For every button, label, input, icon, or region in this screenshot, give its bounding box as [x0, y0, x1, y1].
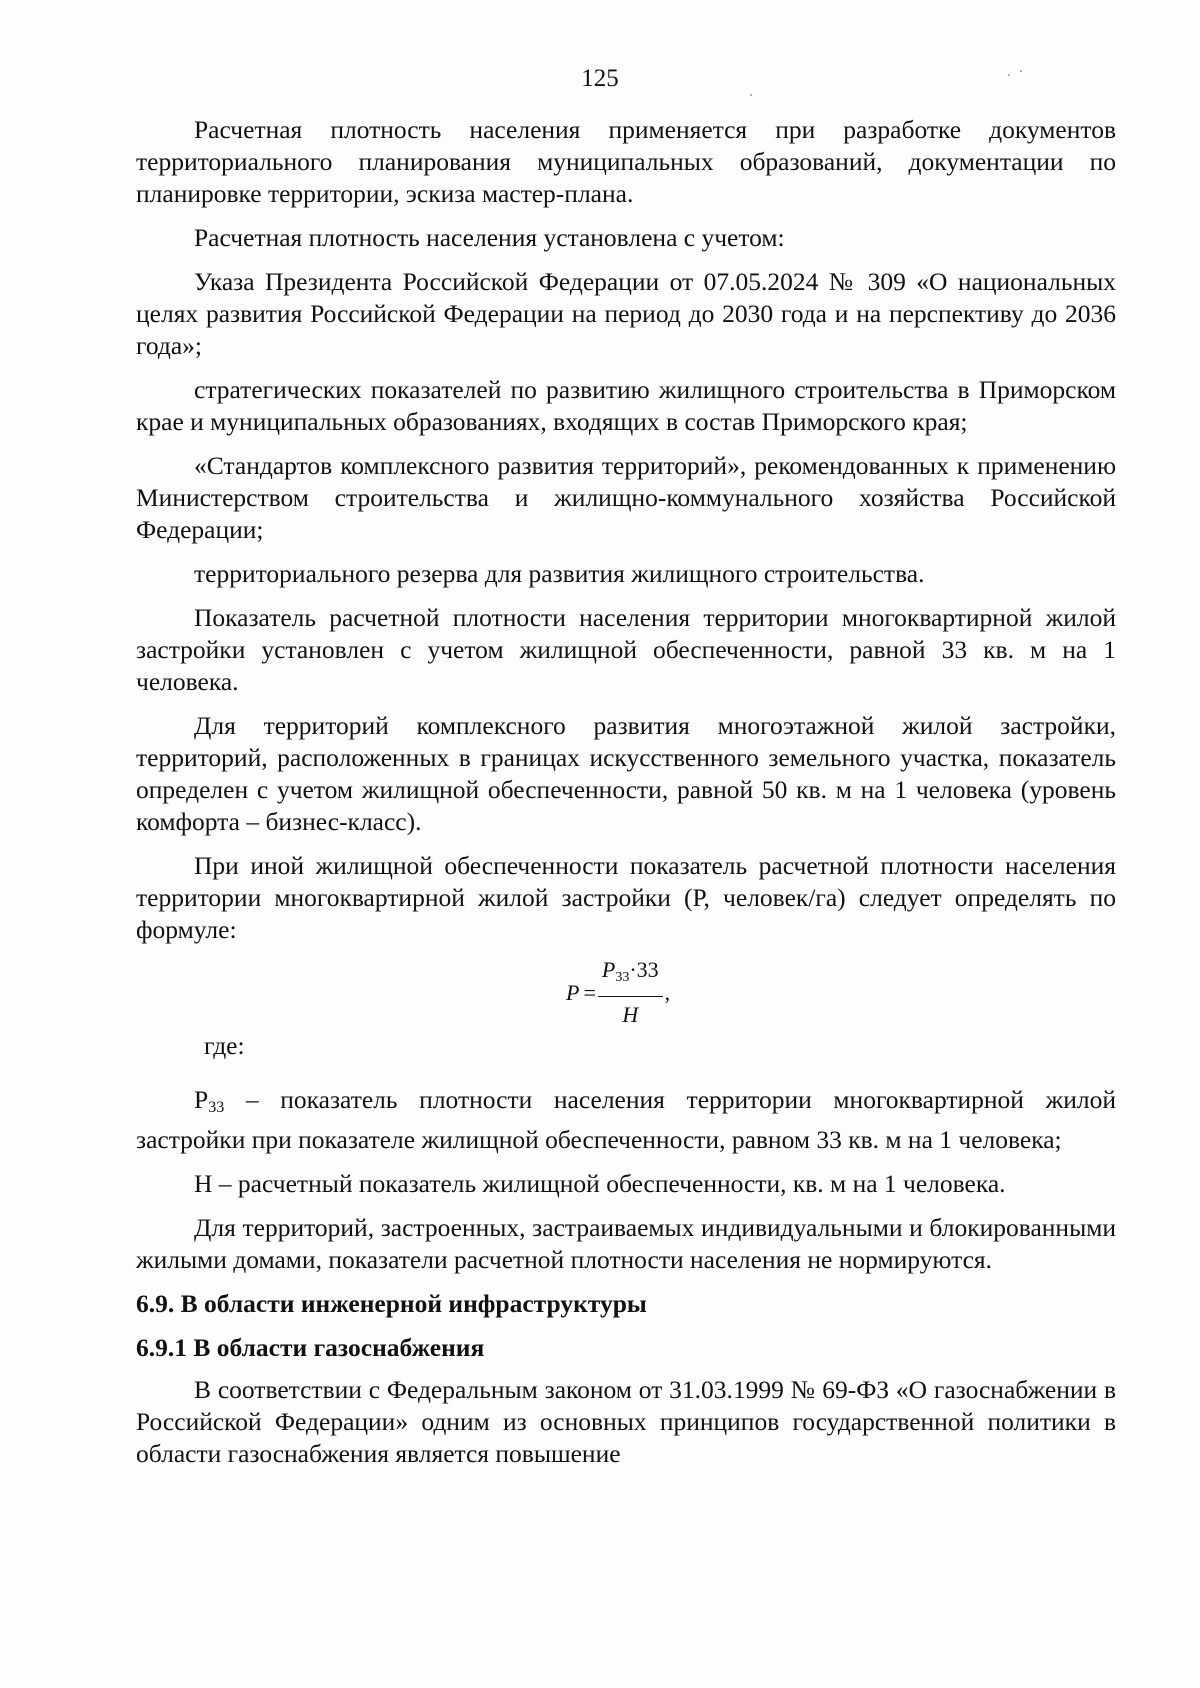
paragraph: Расчетная плотность населения установлена с учетом: — [194, 223, 785, 252]
scan-speck — [750, 94, 752, 96]
formula-num-rest: ·33 — [629, 957, 659, 982]
p33-subscript: 33 — [208, 1099, 225, 1116]
paragraph: В соответствии с Федеральным законом от 31.03.1999 № 69-ФЗ «О газоснабжении в Российской Федерации» одним из основных принципов государственной политики в области газоснабжения является повышение — [136, 1375, 1116, 1468]
scan-speck — [1008, 74, 1010, 76]
where-label: где: — [204, 1031, 245, 1060]
section-heading: 6.9. В области инженерной инфраструктуры — [136, 1289, 647, 1318]
paragraph-definition-p33 — [136, 1084, 1116, 1156]
formula-num-sub: 33 — [615, 970, 630, 985]
formula-equals: = — [583, 979, 596, 1005]
paragraph: Для территорий комплексного развития многоэтажной жилой застройки, территорий, расположенных в границах искусственного земельного участка, показатель определен с учетом жилищной обеспеченности, равной 50 кв. м на 1 человека (уровень комфорта – бизнес-класс). — [136, 711, 1116, 836]
formula-denominator: H — [622, 1002, 639, 1027]
paragraph: территориального резерва для развития жилищного строительства. — [194, 559, 925, 588]
paragraph: Указа Президента Российской Федерации от 07.05.2024 № 309 «О национальных целях развития Российской Федерации на период до 2030 года и на перспективу до 2036 года»; — [136, 267, 1116, 360]
formula-num-var: P — [601, 957, 616, 982]
formula-fraction — [598, 954, 663, 1031]
body-text — [136, 114, 1116, 1482]
subsection-heading: 6.9.1 В области газоснабжения — [136, 1333, 485, 1362]
paragraph: «Стандартов комплексного развития территорий», рекомендованных к применению Министерством строительства и жилищно-коммунального хозяйства Российской Федерации; — [136, 451, 1116, 544]
paragraph: Для территорий, застроенных, застраиваемых индивидуальными и блокированными жилыми домами, показатели расчетной плотности населения не нормируются. — [136, 1213, 1116, 1274]
formula-comma: , — [664, 979, 671, 1005]
p33-definition: – показатель плотности населения территории многоквартирной жилой застройки при показателе жилищной обеспеченности, равном 33 кв. м на 1 человека; — [136, 1085, 1116, 1154]
paragraph: Показатель расчетной плотности населения территории многоквартирной жилой застройки установлен с учетом жилищной обеспеченности, равной 33 кв. м на 1 человека. — [136, 603, 1116, 696]
page-number: 125 — [581, 65, 619, 92]
density-formula — [136, 950, 1116, 1030]
paragraph: стратегических показателей по развитию жилищного строительства в Приморском крае и муниципальных образованиях, входящих в состав Приморского края; — [136, 375, 1116, 436]
paragraph: Расчетная плотность населения применяется при разработке документов территориального планирования муниципальных образований, документации по планировке территории, эскиза мастер-плана. — [136, 115, 1116, 208]
paragraph: При иной жилищной обеспеченности показатель расчетной плотности населения территории многоквартирной жилой застройки (Р, человек/га) следует определять по формуле: — [136, 851, 1116, 944]
formula-numerator — [598, 954, 663, 997]
paragraph-definition-h: Н – расчетный показатель жилищной обеспеченности, кв. м на 1 человека. — [194, 1169, 1006, 1198]
p33-symbol: Р — [194, 1085, 209, 1114]
scan-speck — [1020, 70, 1022, 72]
formula-lhs: P — [566, 979, 580, 1005]
